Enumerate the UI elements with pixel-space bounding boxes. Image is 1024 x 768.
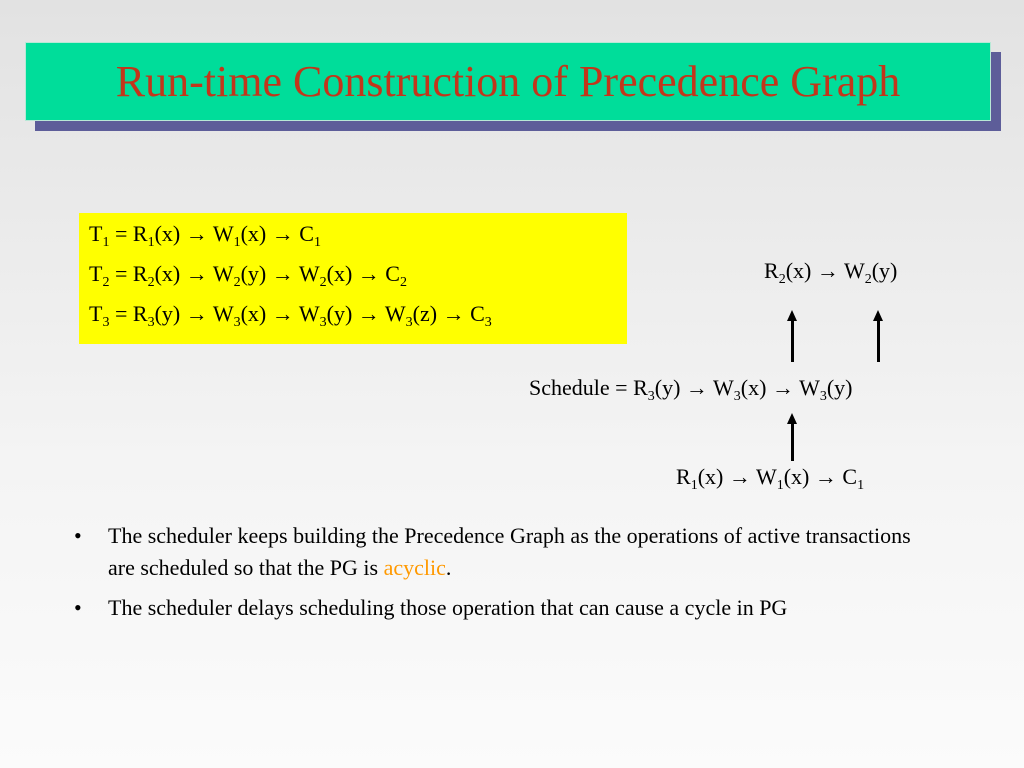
- transaction-name: $T_1$: [89, 221, 110, 250]
- arrow-icon: →: [266, 301, 299, 326]
- title-banner: [25, 42, 991, 121]
- operation: $R_1(x)$: [132, 221, 181, 250]
- operation: $W_1(x)$: [212, 221, 267, 250]
- transaction-line: $T_3 = R_3(y) \to W_3(x) \to W_3(y) \to W_3(z) \to C_3$: [89, 301, 492, 330]
- bullet-text: The scheduler delays scheduling those operation that can cause a cycle in PG: [108, 595, 788, 620]
- transaction-line: $T_1 = R_1(x) \to W_1(x) \to C_1$: [89, 221, 321, 250]
- transactions-box: [79, 213, 627, 344]
- arrow-icon: →: [766, 375, 800, 400]
- operation: $W_3(x)$: [212, 301, 267, 330]
- operation: $W_2(x)$: [298, 261, 353, 290]
- operation: $C_1$: [299, 221, 321, 250]
- schedule-ops: [633, 375, 853, 404]
- transaction-name: $T_2$: [89, 261, 110, 290]
- schedule-line: [529, 375, 853, 404]
- arrow-icon: →: [811, 258, 844, 283]
- bullet-item: [74, 520, 954, 584]
- operation: $W_2(y)$: [843, 258, 898, 287]
- operation: $C_3$: [470, 301, 492, 330]
- bullet-list: [74, 520, 954, 632]
- arrow-icon: →: [180, 261, 213, 286]
- arrow-head-icon: [787, 310, 797, 321]
- bullet-dot: •: [74, 523, 82, 548]
- arrow-head-icon: [787, 413, 797, 424]
- slide-title: Run-time Construction of Precedence Graph: [115, 57, 901, 106]
- arrow-icon: →: [180, 301, 213, 326]
- arrow-icon: →: [352, 301, 385, 326]
- operation: $W_3(z)$: [384, 301, 438, 330]
- edge-line-left-top: [791, 320, 794, 362]
- operation: $R_3(y)$: [132, 301, 181, 330]
- accent-word: acyclic: [383, 555, 446, 580]
- edge-line-bottom: [791, 423, 794, 461]
- operation: $R_3(y)$: [633, 375, 681, 404]
- bullet-dot: •: [74, 595, 82, 620]
- bullet-item: [74, 592, 954, 624]
- operation: $W_3(y)$: [799, 375, 853, 404]
- transaction-name: $T_3$: [89, 301, 110, 330]
- operation: $W_1(x)$: [755, 464, 810, 493]
- operation: $C_2$: [385, 261, 407, 290]
- arrow-icon: →: [266, 261, 299, 286]
- graph-top-node: [764, 258, 898, 287]
- graph-bottom-node: [676, 464, 865, 493]
- arrow-icon: →: [437, 301, 471, 326]
- operation: $R_1(x)$: [676, 464, 724, 493]
- arrow-icon: →: [680, 375, 714, 400]
- operation: $R_2(x)$: [764, 258, 812, 287]
- transaction-line: $T_2 = R_2(x) \to W_2(y) \to W_2(x) \to C_2$: [89, 261, 407, 290]
- bullet-text: The scheduler keeps building the Precedence Graph as the operations of active transactions are scheduled so that the PG is acyclic.: [108, 523, 911, 580]
- operation: $R_2(x)$: [132, 261, 181, 290]
- schedule-label: Schedule: [529, 375, 610, 400]
- arrow-icon: →: [723, 464, 756, 489]
- arrow-icon: →: [266, 221, 300, 246]
- operation: $W_3(x)$: [713, 375, 767, 404]
- operation: $W_3(y)$: [298, 301, 353, 330]
- operation: $C_1$: [842, 464, 865, 493]
- operation: $W_2(y)$: [212, 261, 267, 290]
- schedule-equals: =: [615, 375, 628, 400]
- edge-line-right-top: [877, 320, 880, 362]
- arrow-icon: →: [352, 261, 386, 286]
- arrow-icon: →: [180, 221, 213, 246]
- arrow-head-icon: [873, 310, 883, 321]
- arrow-icon: →: [809, 464, 843, 489]
